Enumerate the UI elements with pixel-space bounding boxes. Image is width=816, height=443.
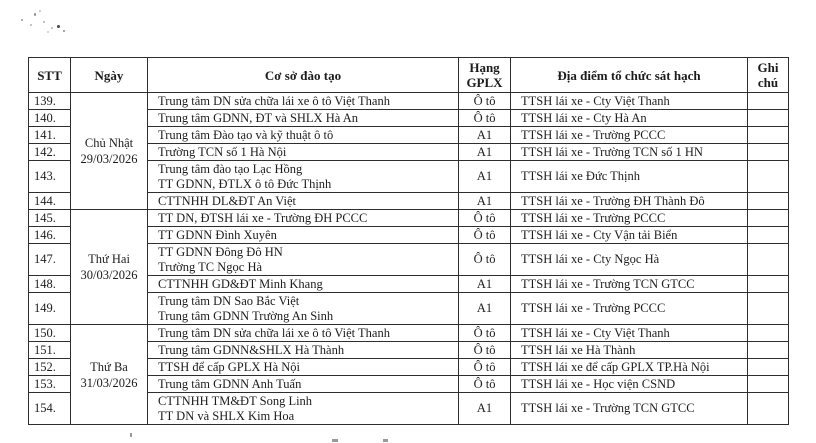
license-class-cell: A1: [459, 276, 511, 293]
facility-line: Trung tâm đào tạo Lạc Hồng: [158, 161, 303, 176]
facility-cell: [148, 127, 459, 144]
facility-cell: [148, 359, 459, 376]
facility-line: Trường TC Ngọc Hà: [158, 259, 263, 274]
facility-line: TT GDNN Đình Xuyên: [158, 227, 277, 242]
note-cell: [748, 210, 789, 227]
stt-cell: 150.: [29, 325, 71, 342]
scan-speck: [63, 30, 65, 32]
note-cell: [748, 293, 789, 325]
column-header: Cơ sở đào tạo: [148, 58, 459, 93]
stt-cell: 144.: [29, 193, 71, 210]
facility-line: Trung tâm GDNN&SHLX Hà Thành: [158, 342, 345, 357]
note-cell: [748, 359, 789, 376]
note-cell: [748, 110, 789, 127]
facility-cell: [148, 210, 459, 227]
facility-cell: [148, 393, 459, 425]
note-cell: [748, 127, 789, 144]
exam-location-cell: TTSH lái xe Đức Thịnh: [511, 161, 748, 193]
facility-line: TT DN và SHLX Kim Hoa: [158, 408, 295, 423]
facility-line: Trung tâm Đào tạo và kỹ thuật ô tô: [158, 127, 334, 142]
facility-line: Trung tâm DN Sao Bắc Việt: [158, 293, 300, 308]
facility-line: TTSH để cấp GPLX Hà Nội: [158, 359, 300, 374]
facility-line: Trường TCN số 1 Hà Nội: [158, 144, 287, 159]
facility-line: Trung tâm DN sửa chữa lái xe ô tô Việt Thanh: [158, 93, 390, 108]
weekday-label: Thứ Hai: [88, 252, 130, 266]
facility-cell: [148, 244, 459, 276]
scan-speck: [34, 13, 36, 16]
weekday-label: Chủ Nhật: [84, 136, 134, 150]
exam-location-cell: TTSH lái xe - Cty Vận tải Biển: [511, 227, 748, 244]
license-class-cell: Ô tô: [459, 325, 511, 342]
stt-cell: 145.: [29, 210, 71, 227]
exam-location-cell: TTSH lái xe - Trường TCN số 1 HN: [511, 144, 748, 161]
stt-cell: 147.: [29, 244, 71, 276]
facility-line: Trung tâm DN sửa chữa lái xe ô tô Việt Thanh: [158, 325, 390, 340]
table-row: [29, 325, 789, 342]
stt-cell: 149.: [29, 293, 71, 325]
license-class-cell: A1: [459, 293, 511, 325]
stt-cell: 141.: [29, 127, 71, 144]
scan-speck: [57, 25, 60, 28]
column-header: Ghi chú: [748, 58, 789, 93]
facility-cell: [148, 293, 459, 325]
stt-cell: 142.: [29, 144, 71, 161]
scan-speck: [383, 439, 388, 442]
facility-line: CTTNHH GD&ĐT Minh Khang: [158, 276, 323, 291]
license-class-cell: Ô tô: [459, 110, 511, 127]
license-class-cell: Ô tô: [459, 93, 511, 110]
exam-location-cell: TTSH lái xe - Cty Ngọc Hà: [511, 244, 748, 276]
exam-location-cell: TTSH lái xe - Cty Việt Thanh: [511, 325, 748, 342]
facility-line: Trung tâm GDNN Trường An Sinh: [158, 308, 334, 323]
license-class-cell: Ô tô: [459, 342, 511, 359]
table-header-row: [29, 58, 789, 93]
date-label: 31/03/2026: [80, 375, 138, 390]
facility-cell: [148, 376, 459, 393]
facility-line: CTTNHH TM&ĐT Song Linh: [158, 393, 313, 408]
exam-schedule-table: [28, 57, 789, 425]
date-label: 30/03/2026: [80, 268, 138, 282]
stt-cell: 143.: [29, 161, 71, 193]
stt-cell: 152.: [29, 359, 71, 376]
license-class-cell: Ô tô: [459, 244, 511, 276]
exam-location-cell: TTSH lái xe - Trường PCCC: [511, 293, 748, 325]
scan-speck: [21, 19, 23, 21]
stt-cell: 146.: [29, 227, 71, 244]
note-cell: [748, 342, 789, 359]
facility-line: TT GDNN, ĐTLX ô tô Đức Thịnh: [158, 176, 332, 191]
table-row: [29, 210, 789, 227]
table-row: [29, 93, 789, 110]
date-label: 29/03/2026: [80, 152, 138, 166]
facility-cell: [148, 276, 459, 293]
column-header: Hạng GPLX: [459, 58, 511, 93]
date-cell: [71, 93, 148, 210]
exam-location-cell: TTSH lái xe - Học viện CSND: [511, 376, 748, 393]
date-cell: [71, 325, 148, 425]
license-class-cell: A1: [459, 144, 511, 161]
license-class-cell: A1: [459, 393, 511, 425]
date-cell: [71, 210, 148, 325]
facility-cell: [148, 325, 459, 342]
note-cell: [748, 393, 789, 425]
scan-speck: [130, 433, 132, 437]
facility-line: Trung tâm GDNN, ĐT và SHLX Hà An: [158, 110, 358, 125]
note-cell: [748, 93, 789, 110]
scan-speck: [51, 27, 53, 29]
note-cell: [748, 161, 789, 193]
column-header: Địa điểm tổ chức sát hạch: [511, 58, 748, 93]
note-cell: [748, 244, 789, 276]
stt-cell: 148.: [29, 276, 71, 293]
note-cell: [748, 325, 789, 342]
stt-cell: 139.: [29, 93, 71, 110]
note-cell: [748, 227, 789, 244]
exam-location-cell: TTSH lái xe - Cty Hà An: [511, 110, 748, 127]
facility-cell: [148, 161, 459, 193]
exam-location-cell: TTSH lái xe - Trường ĐH Thành Đô: [511, 193, 748, 210]
exam-location-cell: TTSH lái xe Hà Thành: [511, 342, 748, 359]
exam-location-cell: TTSH lái xe để cấp GPLX TP.Hà Nội: [511, 359, 748, 376]
license-class-cell: A1: [459, 193, 511, 210]
weekday-label: Thứ Ba: [90, 359, 128, 374]
stt-cell: 151.: [29, 342, 71, 359]
facility-cell: [148, 144, 459, 161]
facility-line: TT DN, ĐTSH lái xe - Trường ĐH PCCC: [158, 210, 368, 225]
facility-line: TT GDNN Đông Đô HN: [158, 244, 283, 259]
facility-cell: [148, 110, 459, 127]
license-class-cell: Ô tô: [459, 359, 511, 376]
stt-cell: 140.: [29, 110, 71, 127]
exam-location-cell: TTSH lái xe - Trường TCN GTCC: [511, 276, 748, 293]
note-cell: [748, 276, 789, 293]
column-header: STT: [29, 58, 71, 93]
facility-line: CTTNHH DL&ĐT An Việt: [158, 193, 297, 208]
exam-location-cell: TTSH lái xe - Trường PCCC: [511, 210, 748, 227]
facility-line: Trung tâm GDNN Anh Tuấn: [158, 376, 302, 391]
license-class-cell: Ô tô: [459, 227, 511, 244]
facility-cell: [148, 227, 459, 244]
scan-speck: [332, 439, 338, 442]
license-class-cell: Ô tô: [459, 376, 511, 393]
note-cell: [748, 144, 789, 161]
exam-location-cell: TTSH lái xe - Trường TCN GTCC: [511, 393, 748, 425]
scan-speck: [39, 10, 41, 12]
license-class-cell: A1: [459, 161, 511, 193]
exam-location-cell: TTSH lái xe - Trường PCCC: [511, 127, 748, 144]
license-class-cell: A1: [459, 127, 511, 144]
stt-cell: 154.: [29, 393, 71, 425]
facility-cell: [148, 193, 459, 210]
note-cell: [748, 376, 789, 393]
scan-speck: [43, 21, 45, 23]
exam-location-cell: TTSH lái xe - Cty Việt Thanh: [511, 93, 748, 110]
note-cell: [748, 193, 789, 210]
facility-cell: [148, 342, 459, 359]
scan-speck: [30, 24, 32, 26]
scan-speck: [47, 31, 49, 33]
column-header: Ngày: [71, 58, 148, 93]
license-class-cell: Ô tô: [459, 210, 511, 227]
stt-cell: 153.: [29, 376, 71, 393]
facility-cell: [148, 93, 459, 110]
